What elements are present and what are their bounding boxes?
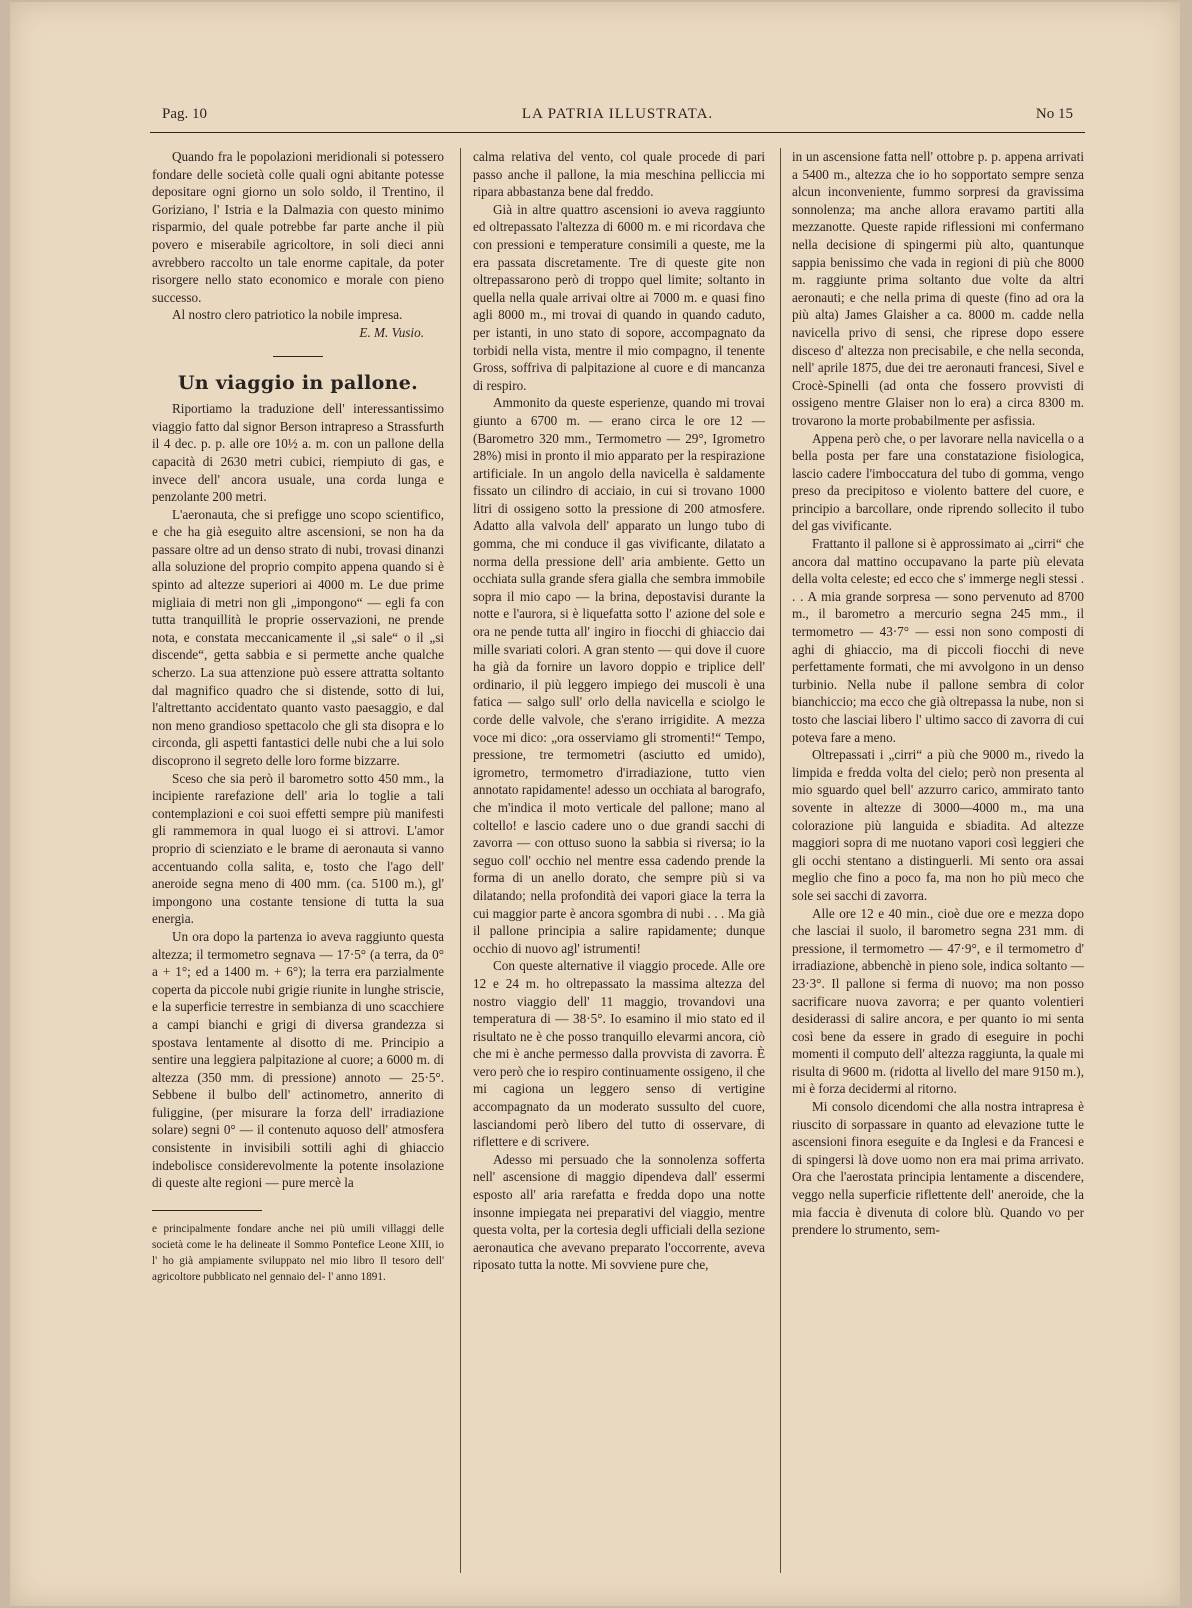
paragraph: Un ora dopo la partenza io aveva raggiunto questa altezza; il termometro segnava — 17·5° (a terra, da 0° a + 1°; ed a 1400 m. + 6°); la terra era parzialmente coperta da piccole nubi grigie riunite in lunghe striscie, e la superficie terrestre in sembianza di uno scacchiere a campi bianchi e grigi di diversa grandezza si spostava lentamente al disotto di me. Principio a sentire una leggiera palpitazione al cuore; a 6000 m. di altezza (350 mm. di pressione) annoto — 25·5°. Sebbene il bulbo dell' actinometro, annerito di fuliggine, (per misurare la forza dell' irradiazione solare) segni 0° — il contenuto aquoso dell' atmosfera consistente in invisibili sottili aghi di ghiaccio indebolisce considerevolmente la potente insolazione di queste alte regioni — pure mercè la (152, 928, 444, 1191)
footnote-rule (152, 1210, 262, 1211)
paragraph: calma relativa del vento, col quale procede di pari passo anche il pallone, la mia meschina pelliccia mi ripara abbastanza bene dal freddo. (473, 149, 765, 200)
paragraph: Al nostro clero patriotico la nobile impresa. (172, 307, 403, 323)
section-separator (273, 356, 323, 357)
page-header (150, 102, 1085, 133)
paragraph: Ammonito da queste esperienze, quando mi trovai giunto a 6700 m. — erano circa le ore 12 — (Barometro 320 mm., Termometro — 29°, Igrometro 28%) misi in pronto il mio apparato per la respirazione artificiale. In un angolo della navicella è saldamente fissato un cilindro di acciaio, in cui si trovano 1000 litri di ossigeno sotto la pressione di 200 atmosfere. Adatto alla valvola dell' apparato un lungo tubo di gomma, che mi conduce il gas vivificante, dilatato a norma della pressione dell' aria ambiente. Getto un occhiata sulla grande sfera gialla che sembra immobile sopra il mio capo — la brina, depostavisi durante la notte e l'aurora, si è liquefatta sotto l' azione del sole e ora ne pende tutta all' ingiro in fiocchi di ghiaccio dai mille svariati colori. A gran stento — qui dove il cuore ha già da fornire un lavoro doppio e triplice dell' ordinario, il più leggero impiego dei muscoli è una fatica — salgo sull' orlo della navicella e sciolgo le corde delle valvole, che s'erano irrigidite. A mezza voce mi dico: „ora osserviamo gli stromenti!“ Tempo, pressione, tre termometri (asciutto ed umido), igrometro, termometro d'irradiazione, tutto vien annotato rapidamente! adesso un occhiata al barografo, che m'indica il moto verticale del pallone; mano al coltello! e lascio cadere uno o due grandi sacchi di zavorra — con ottuso suono la sabbia si riversa; io la seguo coll' occhio nel mentre essa cadendo prende la forma di un anello dorato, che sempre più si va dilatando; nella profondità dei vapori giace la terra la cui maggior parte è ancora sgombra di nubi . . . Ma già il pallone principia a salire rapidamente; dunque occhio di nuovo agl' istrumenti! (473, 395, 765, 956)
paragraph: in un ascensione fatta nell' ottobre p. p. appena arrivati a 5400 m., altezza che io ho sopportato sempre senza alcun inconveniente, fummo sorpresi da gravissima sonnolenza; ma anche allora eravamo partiti alla mezzanotte. Queste rapide riflessioni mi confermano nella decisione di spingermi più alto, quantunque sappia benissimo che vada in regioni di più che 8000 m. raggiunte prima soltanto due volte da altri aeronauti; e che nella prima di queste (fino ad ora la più alta) James Glaisher a ca. 8000 m. cadde nella navicella privo di sensi, che riprese dopo essere disceso d' altezza non precisabile, e che nella seconda, nell' aprile 1875, due dei tre aeronauti francesi, Sivel e Crocè-Spinelli (ad onta che fossero provvisti di ossigeno mentre Glaiser non lo era) a circa 8300 m. trovarono la morte probabilmente per asfissia. (792, 149, 1084, 428)
paragraph: Appena però che, o per lavorare nella navicella o a bella posta per fare una constatazione fisiologica, lascio cadere l'imboccatura del tubo di gomma, vengo preso da precipitoso e violento battere del cuore, e principio a barcollare, onde riprendo sollecito il tubo del gas vivificante. (792, 430, 1084, 534)
paragraph: Frattanto il pallone si è approssimato ai „cirri“ che ancora dal mattino occupavano la parte più elevata della volta celeste; ed ecco che s' immerge negli stessi . . . A mia grande sorpresa — sono pervenuto ad 8700 m., il barometro a mercurio segna 245 mm., il termometro — 43·7° — essi non sono composti di aghi di ghiaccio, ma di piccoli fiocchi di neve perfettamente formati, che mi avvolgono in un denso turbinio. Nella nube il pallone sembra di color bianchiccio; ma ecco che già oltrepassa la nube, non si tosto che lasciai libero l' ultimo sacco di zavorra di cui poteva fare a meno. (792, 536, 1084, 745)
paragraph: Con queste alternative il viaggio procede. Alle ore 12 e 24 m. ho oltrepassato la massima altezza del nostro viaggio dell' 11 maggio, trovandovi una temperatura di — 38·5°. Io esamino il mio stato ed il risultato ne è che posso tranquillo elevarmi ancora, ciò che mi è anche permesso dalla provvista di zavorra. È vero però che io respiro continuamente ossigeno, il che mi cagiona un leggero senso di vertigine accompagnato da un moderato sussulto del cuore, lasciandomi però libero del tutto di osservare, di riflettere e di scrivere. (473, 958, 765, 1150)
paragraph: Alle ore 12 e 40 min., cioè due ore e mezza dopo che lasciai il suolo, il barometro segna 231 mm. di pressione, il termometro — 47·9°, e il termometro d' irradiazione, abbenchè in pieno sole, indica soltanto — 23·3°. Il pallone si ferma di nuovo; ma non posso sacrificare nuova zavorra; e per quanto volentieri desiderassi di salire ancora, e per quanto io mi senta così bene da essere in grado di eseguire in pochi momenti il computo dell' altezza raggiunta, la quale mi risulta di 9600 m. (ridotta al livello del mare 9150 m.), mi è forza decidermi al ritorno. (792, 905, 1084, 1097)
paragraph: L'aeronauta, che si prefigge uno scopo scientifico, e che ha già eseguito altre ascensioni, se non ha da passare oltre ad un denso strato di nubi, trovasi dinanzi alla soluzione del proprio compito appena quando si è spinto ad altezze superiori ai 4000 m. Le due prime migliaia di metri non gli „impongono“ — egli fa con tutta tranquillità le proprie osservazioni, ne prende nota, e constata meccanicamente il „si sale“ o il „si discende“, getta sabbia e si permette anche qualche scherzo. La sua attenzione può essere attratta soltanto dal magnifico quadro che si distende, sotto di lui, l'altrettanto accidentato quanto vasto paesaggio, e dal non meno grandioso spettacolo che gli sta disopra e lo circonda, gli aspetti fantastici delle nubi che a lui solo discoprono il segreto delle loro forme bizzarre. (152, 506, 444, 768)
column-1 (152, 148, 444, 1285)
column-divider (460, 148, 461, 1573)
paragraph: Sceso che sia però il barometro sotto 450 mm., la incipiente rarefazione dell' aria lo toglie a tali contemplazioni e coi suoi effetti sempre più manifesti gli rammemora in qual luogo ei si attrovi. L'amor proprio di scienziato e le brame di aeronauta si vanno accentuando colla salita, e, tosto che l'ago dell' aneroide segna meno di 400 mm. (ca. 5100 m.), gl' impongono una costante tensione di tutta la sua energia. (152, 770, 444, 927)
paragraph: Già in altre quattro ascensioni io aveva raggiunto ed oltrepassato l'altezza di 6000 m. e mi ricordava che con pressioni e temperature consimili a queste, me la era passata discretamente. Tre di queste gite non oltrepassarono però di troppo quel limite; soltanto in quella nella quale arrivai oltre ai 7000 m. e quasi fino agli 8000 m., mi trovai di quando in quando caduto, per istanti, in uno stato di sopore, accompagnato da torbidi nella vista, mentre il mio compagno, il tenente Gross, soffriva di palpitazione al cuore e di mancanza di respiro. (473, 201, 765, 393)
article-title: Un viaggio in pallone. (177, 371, 419, 394)
issue-number: No 15 (1035, 106, 1073, 122)
column-divider (780, 148, 781, 1573)
page-number: Pag. 10 (162, 106, 207, 122)
paragraph: Mi consolo dicendomi che alla nostra intrapresa è riuscito di sorpassare in quanto ad elevazione tutte le ascensioni finora eseguite e da Inglesi e da Francesi e di spingersi là dove uomo non era mai prima arrivato. Ora che l'aerostata principia lentamente a discendere, veggo nella superficie riflettente dell' aneroide, che la mia faccia è divenuta di colore blù. Quando vo per prendere lo strumento, sem- (792, 1099, 1084, 1238)
author-signature: E. M. Vusio. (359, 324, 424, 340)
paragraph: Adesso mi persuado che la sonnolenza sofferta nell' ascensione di maggio dipendeva dall' essermi esposto all' aria rarefatta e fredda dopo una notte insonne impiegata nei preparativi del viaggio, mentre questa volta, per la cortesia degli ufficiali della sezione aeronautica che avevano preparato l'occorrente, aveva riposato tutta la notte. Mi sovviene pure che, (473, 1151, 765, 1273)
column-2 (473, 148, 765, 1274)
column-3 (792, 148, 1084, 1239)
footnote: e principalmente fondare anche nei più umili villaggi delle società come le ha delineate il Sommo Pontefice Leone XIII, io l' ho già ampiamente sviluppato nel mio libro Il tesoro dell' agricoltore pubblicato nel gennaio del- l' anno 1891. (152, 1222, 444, 1283)
masthead-title: LA PATRIA ILLUSTRATA. (521, 106, 714, 122)
paragraph: Quando fra le popolazioni meridionali si potessero fondare delle società colle quali ogni abitante potesse depositare ogni giorno un solo soldo, il Trentino, il Goriziano, l' Istria e la Dalmazia con questo minimo risparmio, del quale potrebbe far parte anche il più povero e miserabile agricoltore, in soli dieci anni avrebbero raccolto un tale enorme capitale, da poter risorgere nello stato economico e morale con pieno successo. (152, 149, 444, 305)
paragraph: Oltrepassati i „cirri“ a più che 9000 m., rivedo la limpida e fredda volta del cielo; però non presenta al mio sguardo quel bell' azzurro carico, ammirato tanto sovente in altezze di 3000—4000 m., ma una colorazione più languida e sbiadita. Ad altezze maggiori sopra di me nuotano vapori così leggieri che gli occhi stentano a distinguerli. Mi sento ora assai meglio che fino a poco fa, ma non ho più meco che sole sei sacchi di zavorra. (792, 747, 1084, 903)
newspaper-page (10, 2, 1180, 1606)
paragraph: Riportiamo la traduzione dell' interessantissimo viaggio fatto dal signor Berson intrapreso a Strassfurth il 4 dec. p. p. alle ore 10½ a. m. con un pallone della capacità di 2630 metri cubici, riempiuto di gas, e invece dell' ancora usuale, una corda lunga e penzolante 200 metri. (152, 401, 444, 505)
